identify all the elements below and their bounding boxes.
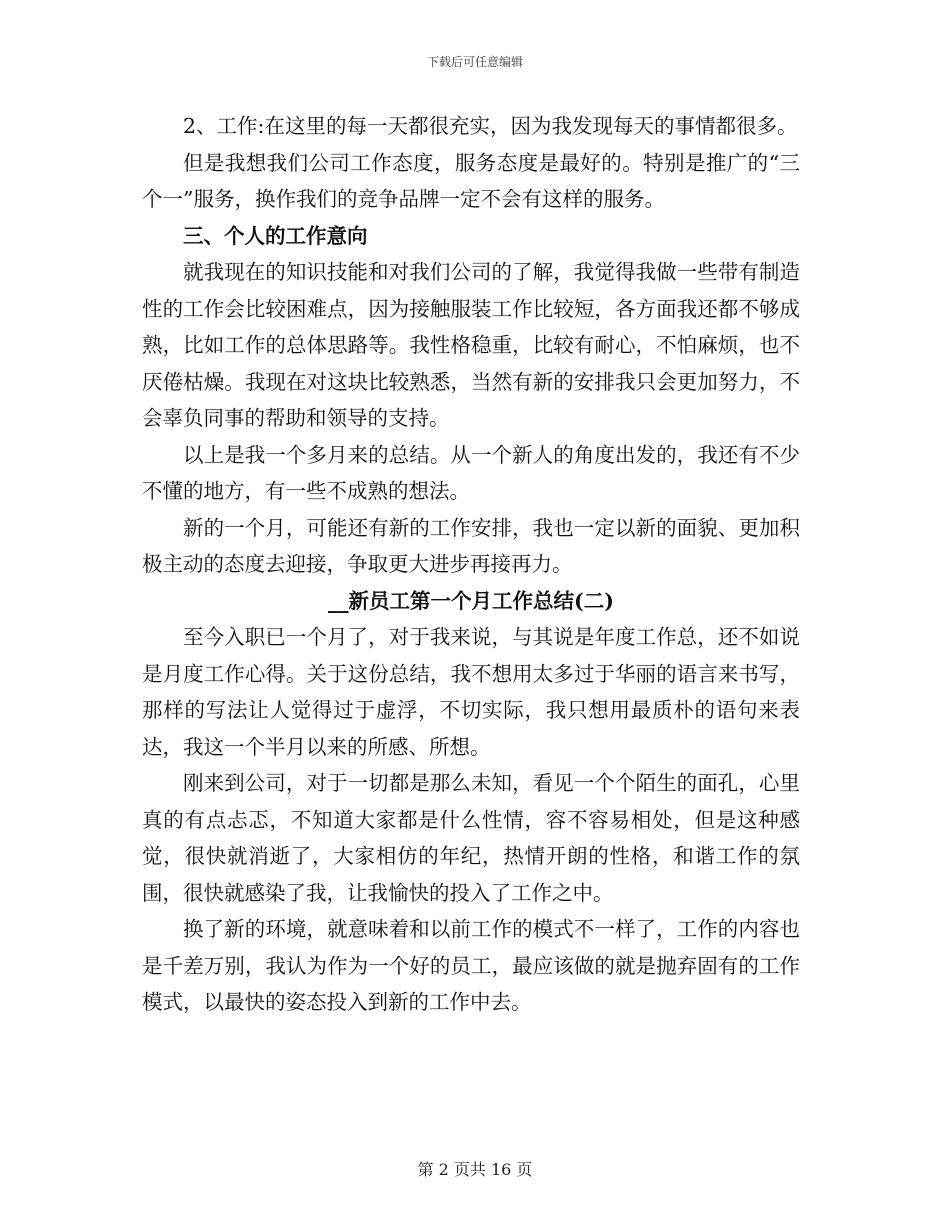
heading-personal-intention: 三、个人的工作意向 bbox=[183, 223, 368, 248]
document-body bbox=[142, 108, 800, 1021]
paragraph-new-environment: 换了新的环境，就意味着和以前工作的模式不一样了，工作的内容也是千差万别，我认为作为一个好的员工，最应该做的就是抛弃固有的工作模式，以最快的姿态投入到新的工作中去。 bbox=[142, 917, 800, 1014]
paragraph-new-month: 新的一个月，可能还有新的工作安排，我也一定以新的面貌、更加积极主动的态度去迎接，争取更大进步再接再力。 bbox=[142, 515, 800, 576]
page-header: 下载后可任意编辑 bbox=[426, 55, 523, 69]
paragraph-skills: 就我现在的知识技能和对我们公司的了解，我觉得我做一些带有制造性的工作会比较困难点，因为接触服装工作比较短，各方面我还都不够成熟，比如工作的总体思路等。我性格稳重，比较有耐心，不怕麻烦，也不厌倦枯燥。我现在对这块比较熟悉，当然有新的安排我只会更加努力，不会辜负同事的帮助和领导的支持。 bbox=[142, 260, 800, 430]
paragraph-arrival: 刚来到公司，对于一切都是那么未知，看见一个个陌生的面孔，心里真的有点忐忑，不知道大家都是什么性情，容不容易相处，但是这种感觉，很快就消逝了，大家相仿的年纪，热情开朗的性格，和谐工作的氛围，很快就感染了我，让我愉快的投入了工作之中。 bbox=[142, 771, 800, 905]
paragraph-service-attitude: 但是我想我们公司工作态度，服务态度是最好的。特别是推广的“三个一”服务，换作我们的竞争品牌一定不会有这样的服务。 bbox=[142, 150, 800, 211]
section-title: __新员工第一个月工作总结(二) bbox=[328, 588, 614, 613]
paragraph-work: 2、工作:在这里的每一天都很充实，因为我发现每天的事情都很多。 bbox=[183, 114, 798, 138]
page-footer: 第 2 页共 16 页 bbox=[417, 1160, 533, 1179]
paragraph-summary: 以上是我一个多月来的总结。从一个新人的角度出发的，我还有不少不懂的地方，有一些不成熟的想法。 bbox=[142, 442, 800, 503]
paragraph-intro: 至今入职已一个月了，对于我来说，与其说是年度工作总，还不如说是月度工作心得。关于这份总结，我不想用太多过于华丽的语言来书写，那样的写法让人觉得过于虚浮，不切实际，我只想用最质朴的语句来表达，我这一个半月以来的所感、所想。 bbox=[142, 625, 800, 759]
